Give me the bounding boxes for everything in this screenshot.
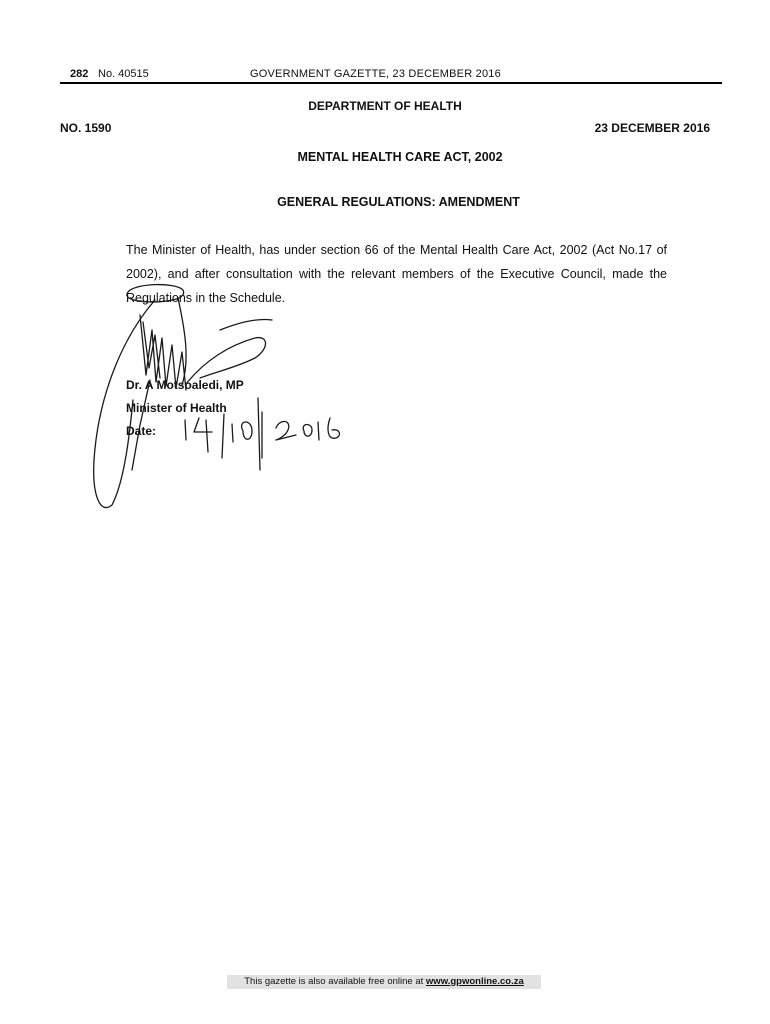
signatory-title: Minister of Health: [126, 401, 227, 415]
issue-number: No. 40515: [98, 68, 149, 80]
signatory-date-label: Date:: [126, 424, 157, 438]
regulation-title: GENERAL REGULATIONS: AMENDMENT: [277, 195, 520, 209]
gazette-title: GOVERNMENT GAZETTE, 23 DECEMBER 2016: [250, 68, 501, 80]
act-title: MENTAL HEALTH CARE ACT, 2002: [297, 150, 503, 164]
footer-link[interactable]: www.gpwonline.co.za: [425, 976, 524, 987]
notice-number: NO. 1590: [60, 121, 112, 135]
page-number: 282: [70, 68, 89, 80]
gazette-header: [60, 66, 720, 82]
notice-date: 23 DECEMBER 2016: [594, 121, 710, 135]
signatory-name: Dr. A Motsoaledi, MP: [126, 378, 244, 392]
signatory-block: [126, 374, 244, 443]
footer-banner: [227, 975, 541, 989]
department-heading: DEPARTMENT OF HEALTH: [308, 99, 462, 113]
header-rule: [60, 82, 722, 84]
notice-body: The Minister of Health, has under section 66 of the Mental Health Care Act, 2002 (Act No.17 of 2002), and after consultation with the relevant members of the Executive Council, made the Regulations in the Schedule.: [126, 243, 667, 305]
footer-text: This gazette is also available free online at: [244, 976, 424, 987]
